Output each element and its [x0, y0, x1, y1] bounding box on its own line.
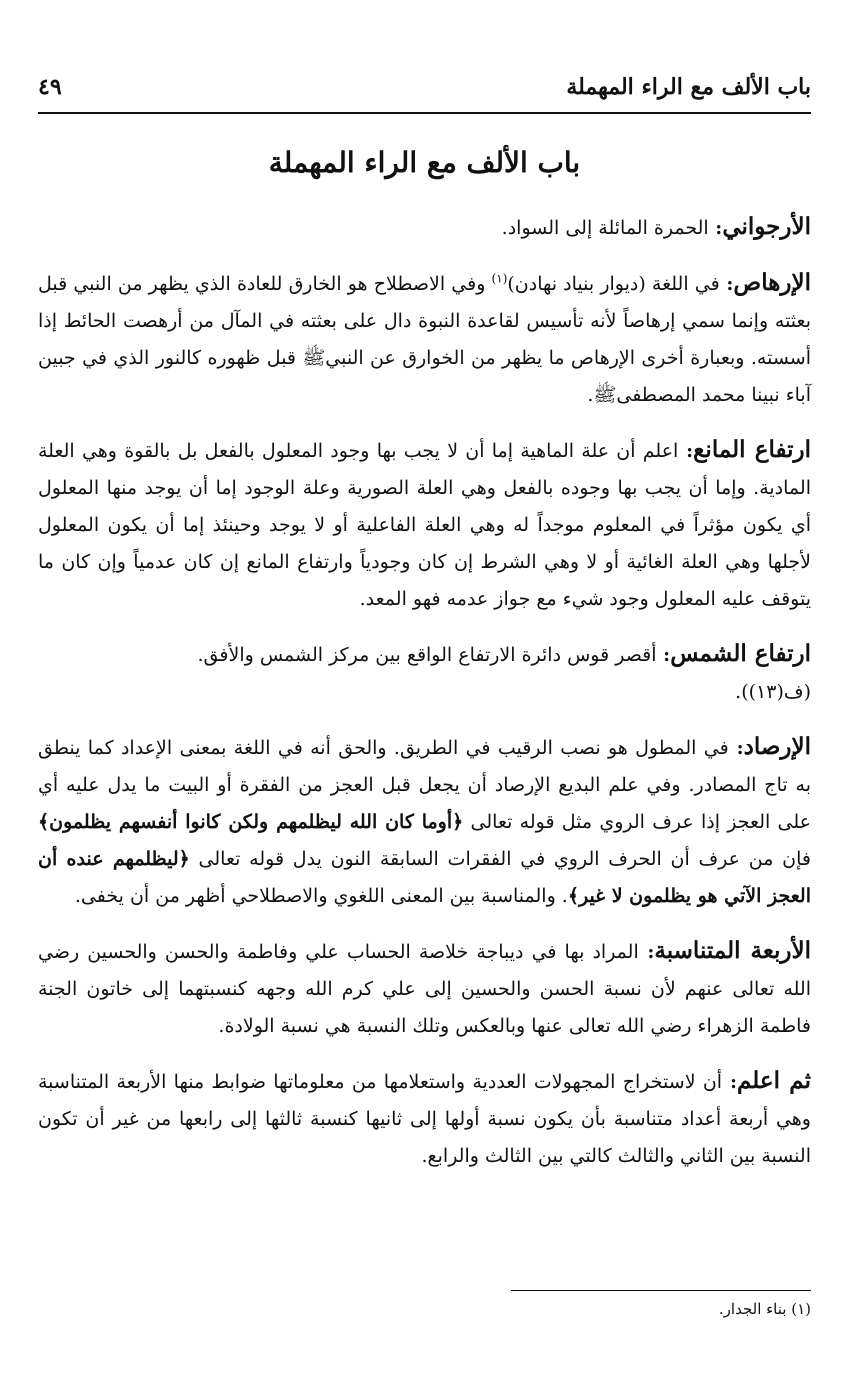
- entry-term: الإرهاص: [733, 269, 811, 296]
- entry-text: في اللغة (ديوار بنياد نهادن): [507, 273, 720, 295]
- entry-irtifa-alshams: ارتفاع الشمس: أقصر قوس دائرة الارتفاع الواقع بين مركز الشمس والأفق. (ف(١٣)).: [38, 635, 811, 711]
- entry-text: أقصر قوس دائرة الارتفاع الواقع بين مركز الشمس والأفق.: [197, 644, 657, 666]
- entry-irtifa-almani: ارتفاع المانع: اعلم أن علة الماهية إما أن لا يجب بها وجود المعلول بالفعل بل بالقوة وهي العلة المادية. وإما أن يجب بها وجوده بالفعل وهي العلة الصورية وعلة الوجود إما أن يوجد منها المعلول أي يكون مؤثراً في المعلوم موجداً له وهي العلة الفاعلية أو لا يوجد وحينئذ إما أن يكون المعلول لأجلها وهي العلة الغائية أو لا وهي الشرط إن كان وجودياً وارتفاع المانع إن كان عدمياً وإن كان ما يتوقف عليه المعلول وجود شيء مع جواز عدمه فهو المعد.: [38, 436, 811, 610]
- entry-irsad: الإرصاد: في المطول هو نصب الرقيب في الطريق. والحق أنه في اللغة بمعنى الإعداد كما ينطق به تاج المصادر. وفي علم البديع الإرصاد أن يجعل قبل العجز من الفقرة أو البيت ما يدل عليه أي على العجز إذا عرف الروي مثل قوله تعالى ﴿أوما كان الله ليظلمهم ولكن كانوا أنفسهم يظلمون﴾ فإن من عرف أن الحرف الروي في الفقرات السابقة النون يدل قوله تعالى ﴿ليظلمهم عنده أن العجز الآتي هو يظلمون لا غير﴾. والمناسبة بين المعنى اللغوي والاصطلاحي أظهر من أن يخفى.: [38, 733, 811, 907]
- entry-term: ارتفاع المانع: [693, 436, 811, 463]
- footnote: (١) بناء الجدار.: [718, 1300, 811, 1318]
- entry-text: وفي الاصطلاح هو الخارق للعادة الذي يظهر من النبي قبل بعثته وإنما سمي إرهاصاً لأنه تأسيس لقاعدة النبوة دال على بعثته في المآل من أرهصت الحائط إذا أسسته. وبعبارة أخرى الإرهاص ما يظهر من الخوارق عن النبيﷺ قبل ظهوره كالنور الذي في جبين آباء نبينا محمد المصطفىﷺ.: [38, 273, 811, 406]
- entry-irhas: الإرهاص: في اللغة (ديوار بنياد نهادن)$^{(١)}$ وفي الاصطلاح هو الخارق للعادة الذي يظهر من النبي قبل بعثته وإنما سمي إرهاصاً لأنه تأسيس لقاعدة النبوة دال على بعثته في المآل من أرهصت الحائط إذا أسسته. وبعبارة أخرى الإرهاص ما يظهر من الخوارق عن النبيﷺ قبل ظهوره كالنور الذي في جبين آباء نبينا محمد المصطفىﷺ.: [38, 269, 811, 406]
- entry-term: الإرصاد: [743, 733, 811, 760]
- body-text: [38, 208, 811, 1192]
- entry-text: المراد بها في ديباجة خلاصة الحساب علي وفاطمة والحسن والحسين رضي الله تعالى عنهم لأن نسبة الحسن والحسين إلى علي كرم الله وجهه كنسبتهما إلى خاتون الجنة فاطمة الزهراء رضي الله تعالى عنها وبالعكس وتلك النسبة هي نسبة الولادة.: [38, 941, 811, 1037]
- page-number: ٤٩: [38, 74, 62, 100]
- entry-text: أن لاستخراج المجهولات العددية واستعلامها من معلوماتها ضوابط منها الأربعة المتناسبة وهي أربعة أعداد متناسبة بأن يكون نسبة أولها إلى ثانيها كنسبة ثالثها إلى رابعها من غير أن تكون النسبة بين الثاني والثالث كالتي بين الثالث والرابع.: [38, 1071, 811, 1167]
- running-title: باب الألف مع الراء المهملة: [566, 74, 811, 100]
- entry-text: اعلم أن علة الماهية إما أن لا يجب بها وجود المعلول بالفعل بل بالقوة وهي العلة المادية. وإما أن يجب بها وجوده بالفعل وهي العلة الصورية وعلة الوجود إما أن يوجد منها المعلول أي يكون مؤثراً في المعلوم موجداً له وهي العلة الفاعلية أو لا يوجد وحينئذ إما أن يكون المعلول لأجلها وهي العلة الغائية أو لا وهي الشرط إن كان وجودياً وارتفاع المانع إن كان عدمياً وإن كان ما يتوقف عليه المعلول وجود شيء مع جواز عدمه فهو المعد.: [38, 440, 811, 610]
- entry-term: الأرجواني: [722, 213, 811, 240]
- entry-text: في المطول هو نصب الرقيب في الطريق. والحق أنه في اللغة بمعنى الإعداد كما ينطق به تاج المصادر. وفي علم البديع الإرصاد أن يجعل قبل العجز من الفقرة أو البيت ما يدل عليه أي على العجز إذا عرف الروي مثل قوله تعالى: [38, 737, 811, 833]
- footnote-rule: [511, 1290, 811, 1291]
- quran-quote: ﴿أوما كان الله ليظلمهم ولكن كانوا أنفسهم يظلمون﴾: [38, 811, 464, 833]
- entry-term: الأربعة المتناسبة: [654, 937, 811, 964]
- chapter-title: باب الألف مع الراء المهملة: [268, 146, 581, 179]
- quran-quote: ﴿ليظلمهم عنده أن العجز الآتي هو يظلمون لا غير﴾: [38, 848, 811, 907]
- entry-text: . والمناسبة بين المعنى اللغوي والاصطلاحي أظهر من أن يخفى.: [74, 885, 568, 907]
- header-rule: [38, 112, 811, 114]
- entry-arjuwani: الأرجواني: الحمرة المائلة إلى السواد.: [501, 213, 811, 240]
- entry-text: فإن من عرف أن الحرف الروي في الفقرات السابقة النون يدل قوله تعالى: [189, 848, 811, 870]
- entry-term: ارتفاع الشمس: [670, 640, 811, 667]
- entry-term: ثم اعلم: [736, 1067, 811, 1094]
- entry-arbaa-mutanasiba: الأربعة المتناسبة: المراد بها في ديباجة خلاصة الحساب علي وفاطمة والحسن والحسين رضي الله تعالى عنهم لأن نسبة الحسن والحسين إلى علي كرم الله وجهه كنسبتهما إلى خاتون الجنة فاطمة الزهراء رضي الله تعالى عنها وبالعكس وتلك النسبة هي نسبة الولادة.: [38, 937, 811, 1037]
- entry-text: الحمرة المائلة إلى السواد.: [501, 217, 709, 239]
- cross-reference: (ف(١٣)).: [735, 681, 811, 703]
- footnote-mark[interactable]: (١): [491, 271, 508, 286]
- entry-thumma-ilam: ثم اعلم: أن لاستخراج المجهولات العددية واستعلامها من معلوماتها ضوابط منها الأربعة المتناسبة وهي أربعة أعداد متناسبة بأن يكون نسبة أولها إلى ثانيها كنسبة ثالثها إلى رابعها من غير أن تكون النسبة بين الثاني والثالث كالتي بين الثالث والرابع.: [38, 1067, 811, 1167]
- running-header: [38, 70, 811, 104]
